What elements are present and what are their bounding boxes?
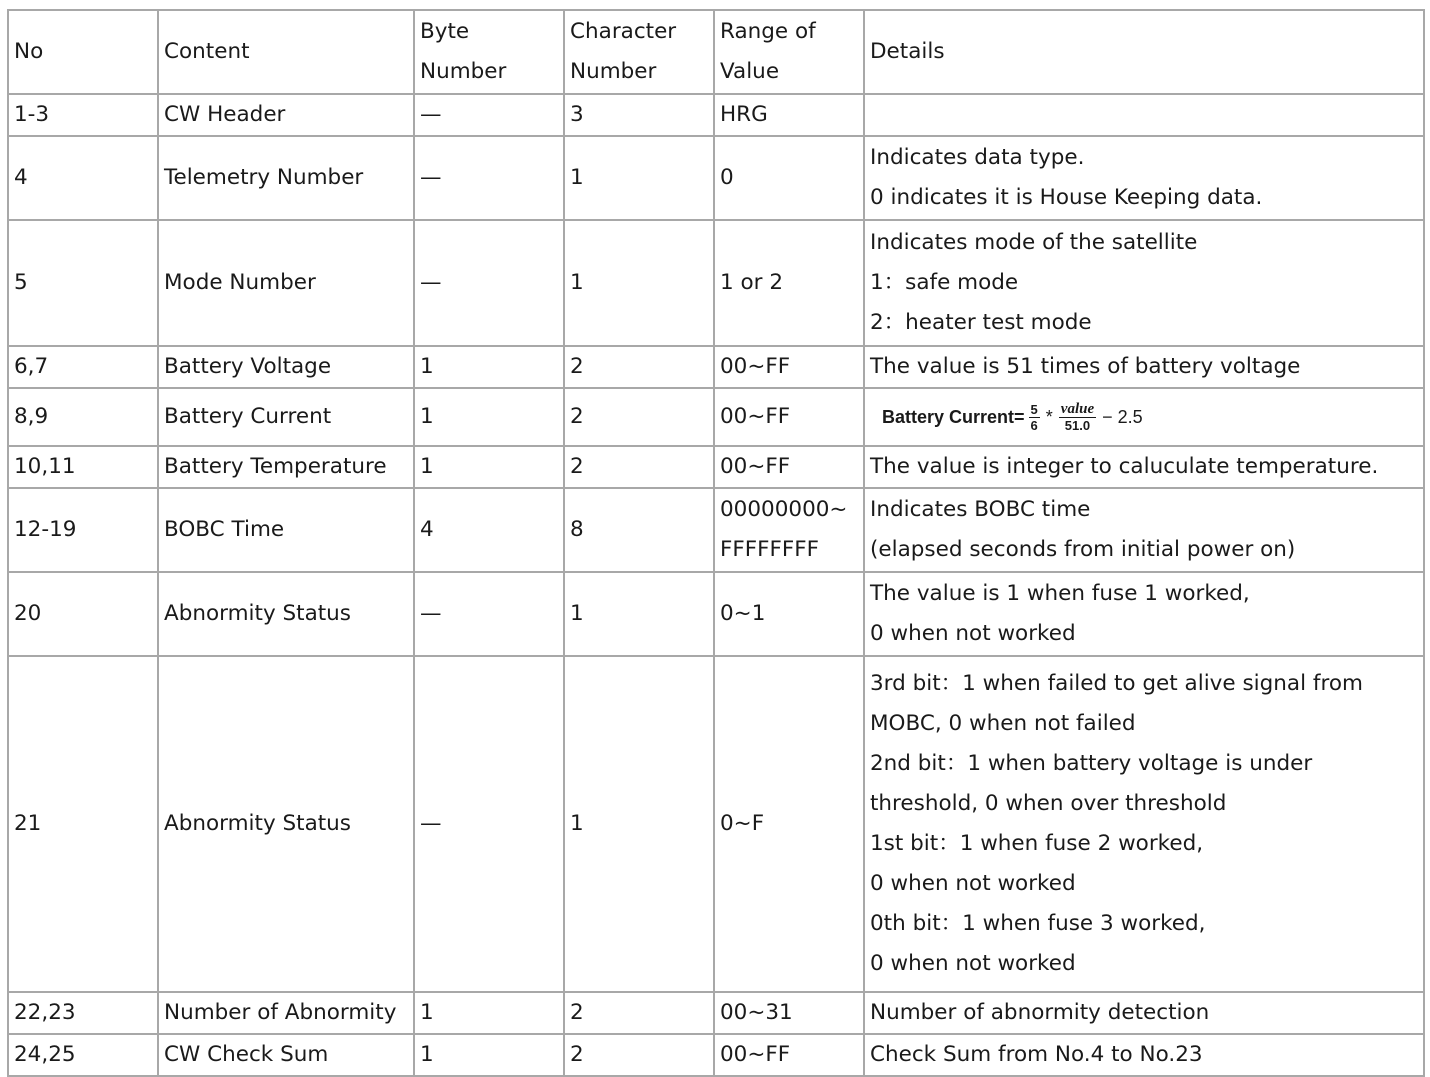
header-label-line: Number <box>570 59 657 84</box>
range-line: 1 or 2 <box>720 270 784 295</box>
table-row <box>8 572 1424 656</box>
header-label-line: Character <box>570 19 677 44</box>
header-label-line: No <box>14 39 44 64</box>
details-line: 1st bit：1 when fuse 2 worked, <box>870 831 1204 856</box>
cell-no-text: 10,11 <box>14 454 76 479</box>
cell-range-of-value <box>714 220 864 346</box>
cell-range-of-value <box>714 572 864 656</box>
telemetry-spec-table <box>7 9 1425 1077</box>
header-details <box>864 10 1424 94</box>
cell-character-number-text: 1 <box>570 165 584 190</box>
cell-details <box>864 220 1424 346</box>
cell-content-text: BOBC Time <box>164 517 285 542</box>
range-line: 00~FF <box>720 404 791 429</box>
details-line: threshold, 0 when over threshold <box>870 791 1227 816</box>
cell-character-number-text: 2 <box>570 404 584 429</box>
cell-range-of-value <box>714 488 864 572</box>
cell-byte-number <box>414 446 564 488</box>
table-row <box>8 346 1424 388</box>
cell-character-number-text: 3 <box>570 102 584 127</box>
details-line: Number of abnormity detection <box>870 1000 1210 1025</box>
details-line: 2：heater test mode <box>870 310 1092 335</box>
cell-byte-number <box>414 136 564 220</box>
header-no <box>8 10 158 94</box>
table-row <box>8 1034 1424 1076</box>
cell-byte-number-text: — <box>420 601 442 626</box>
cell-byte-number <box>414 94 564 136</box>
header-label-line: Details <box>870 39 945 64</box>
cell-byte-number <box>414 346 564 388</box>
cell-content <box>158 656 414 992</box>
cell-character-number <box>564 388 714 446</box>
cell-details <box>864 136 1424 220</box>
cell-details <box>864 572 1424 656</box>
cell-byte-number-text: 1 <box>420 354 434 379</box>
cell-byte-number <box>414 220 564 346</box>
cell-character-number <box>564 572 714 656</box>
cell-range-of-value <box>714 992 864 1034</box>
cell-character-number-text: 8 <box>570 517 584 542</box>
cell-character-number-text: 2 <box>570 454 584 479</box>
cell-character-number-text: 2 <box>570 354 584 379</box>
cell-byte-number <box>414 488 564 572</box>
range-line: 0~F <box>720 811 765 836</box>
cell-no <box>8 572 158 656</box>
details-line: 0 when not worked <box>870 871 1076 896</box>
header-content <box>158 10 414 94</box>
cell-character-number-text: 1 <box>570 811 584 836</box>
header-row <box>8 10 1424 94</box>
cell-content-text: Telemetry Number <box>164 165 364 190</box>
table-row <box>8 220 1424 346</box>
cell-character-number-text: 2 <box>570 1000 584 1025</box>
cell-no-text: 1-3 <box>14 102 50 127</box>
cell-details <box>864 94 1424 136</box>
cell-range-of-value <box>714 656 864 992</box>
cell-character-number <box>564 136 714 220</box>
table-row <box>8 488 1424 572</box>
cell-details <box>864 346 1424 388</box>
cell-content <box>158 346 414 388</box>
cell-character-number <box>564 346 714 388</box>
cell-range-of-value <box>714 94 864 136</box>
header-label-line: Number <box>420 59 507 84</box>
details-line: The value is 1 when fuse 1 worked, <box>870 581 1250 606</box>
table-row <box>8 992 1424 1034</box>
cell-content <box>158 992 414 1034</box>
details-line: 3rd bit：1 when failed to get alive signal from <box>870 671 1363 696</box>
header-label-line: Byte <box>420 19 470 44</box>
cell-content-text: Battery Voltage <box>164 354 332 379</box>
fraction-denominator: 6 <box>1030 417 1038 433</box>
cell-no-text: 4 <box>14 165 28 190</box>
cell-details <box>864 656 1424 992</box>
cell-no-text: 8,9 <box>14 404 49 429</box>
cell-character-number <box>564 488 714 572</box>
cell-byte-number <box>414 1034 564 1076</box>
cell-no <box>8 94 158 136</box>
cell-content <box>158 488 414 572</box>
cell-no <box>8 446 158 488</box>
range-line: FFFFFFFF <box>720 537 819 562</box>
cell-details <box>864 388 1424 446</box>
cell-byte-number-text: — <box>420 811 442 836</box>
cell-range-of-value <box>714 1034 864 1076</box>
cell-byte-number-text: — <box>420 270 442 295</box>
cell-byte-number-text: — <box>420 102 442 127</box>
header-label-line: Content <box>164 39 250 64</box>
cell-content <box>158 220 414 346</box>
cell-byte-number <box>414 388 564 446</box>
cell-no-text: 6,7 <box>14 354 49 379</box>
cell-content <box>158 572 414 656</box>
cell-range-of-value <box>714 136 864 220</box>
range-line: 00~FF <box>720 354 791 379</box>
table-row <box>8 388 1424 446</box>
range-line: 00000000~ <box>720 497 848 522</box>
details-line: Indicates mode of the satellite <box>870 230 1198 255</box>
cell-content <box>158 446 414 488</box>
cell-no <box>8 992 158 1034</box>
cell-content-text: Abnormity Status <box>164 811 352 836</box>
cell-character-number <box>564 656 714 992</box>
cell-content <box>158 1034 414 1076</box>
cell-content-text: Mode Number <box>164 270 316 295</box>
cell-content-text: Abnormity Status <box>164 601 352 626</box>
details-line: Indicates data type. <box>870 145 1085 170</box>
cell-range-of-value <box>714 346 864 388</box>
cell-content-text: Number of Abnormity <box>164 1000 397 1025</box>
cell-content-text: Battery Temperature <box>164 454 387 479</box>
table-body <box>8 94 1424 1076</box>
battery-current-formula <box>882 389 1145 445</box>
details-line: The value is integer to caluculate temperature. <box>870 454 1379 479</box>
cell-byte-number-text: — <box>420 165 442 190</box>
cell-no-text: 12-19 <box>14 517 77 542</box>
range-line: 0 <box>720 165 734 190</box>
cell-details <box>864 1034 1424 1076</box>
cell-no-text: 21 <box>14 811 42 836</box>
cell-character-number-text: 1 <box>570 270 584 295</box>
header-label-line: Value <box>720 59 780 84</box>
header-label-line: Range of <box>720 19 816 44</box>
fraction-denominator: 51.0 <box>1064 417 1091 433</box>
cell-content-text: CW Check Sum <box>164 1042 329 1067</box>
cell-byte-number-text: 1 <box>420 1042 434 1067</box>
cell-no-text: 5 <box>14 270 28 295</box>
details-line: MOBC, 0 when not failed <box>870 711 1136 736</box>
cell-content <box>158 388 414 446</box>
cell-content <box>158 94 414 136</box>
cell-no <box>8 656 158 992</box>
cell-byte-number-text: 1 <box>420 1000 434 1025</box>
cell-content <box>158 136 414 220</box>
formula-tail: − 2.5 <box>1102 406 1143 427</box>
details-line: (elapsed seconds from initial power on) <box>870 537 1296 562</box>
cell-character-number-text: 2 <box>570 1042 584 1067</box>
details-line: 0 indicates it is House Keeping data. <box>870 185 1263 210</box>
header-range-of-value <box>714 10 864 94</box>
cell-no <box>8 136 158 220</box>
fraction-numerator: 5 <box>1030 401 1038 417</box>
cell-no <box>8 220 158 346</box>
details-line: 2nd bit：1 when battery voltage is under <box>870 751 1313 776</box>
details-line: 0 when not worked <box>870 621 1076 646</box>
fraction-numerator: value <box>1060 400 1095 417</box>
cell-no <box>8 488 158 572</box>
cell-no <box>8 1034 158 1076</box>
range-line: 0~1 <box>720 601 766 626</box>
cell-details <box>864 992 1424 1034</box>
cell-range-of-value <box>714 388 864 446</box>
table-row <box>8 446 1424 488</box>
cell-details <box>864 446 1424 488</box>
range-line: HRG <box>720 102 768 127</box>
cell-character-number-text: 1 <box>570 601 584 626</box>
fraction-value-over-51 <box>1059 402 1096 433</box>
range-line: 00~FF <box>720 454 791 479</box>
cell-no <box>8 388 158 446</box>
table-row <box>8 94 1424 136</box>
cell-byte-number-text: 1 <box>420 404 434 429</box>
cell-no-text: 24,25 <box>14 1042 76 1067</box>
cell-byte-number <box>414 572 564 656</box>
header-byte-number <box>414 10 564 94</box>
cell-details <box>864 488 1424 572</box>
header-character-number <box>564 10 714 94</box>
cell-byte-number <box>414 992 564 1034</box>
multiply-operator: * <box>1045 406 1053 427</box>
table-row <box>8 656 1424 992</box>
cell-no-text: 20 <box>14 601 42 626</box>
cell-byte-number-text: 4 <box>420 517 434 542</box>
details-line: The value is 51 times of battery voltage <box>870 354 1301 379</box>
cell-no <box>8 346 158 388</box>
cell-range-of-value <box>714 446 864 488</box>
details-line: 0th bit：1 when fuse 3 worked, <box>870 911 1206 936</box>
details-line: Indicates BOBC time <box>870 497 1091 522</box>
cell-character-number <box>564 1034 714 1076</box>
details-line: 1：safe mode <box>870 270 1019 295</box>
range-line: 00~FF <box>720 1042 791 1067</box>
cell-content-text: CW Header <box>164 102 286 127</box>
cell-character-number <box>564 94 714 136</box>
cell-no-text: 22,23 <box>14 1000 76 1025</box>
cell-byte-number-text: 1 <box>420 454 434 479</box>
details-line: Check Sum from No.4 to No.23 <box>870 1042 1203 1067</box>
cell-character-number <box>564 220 714 346</box>
range-line: 00~31 <box>720 1000 793 1025</box>
fraction-five-sixths <box>1029 402 1040 433</box>
cell-content-text: Battery Current <box>164 404 332 429</box>
table-row <box>8 136 1424 220</box>
cell-character-number <box>564 992 714 1034</box>
formula-label: Battery Current= <box>882 406 1025 427</box>
cell-character-number <box>564 446 714 488</box>
cell-byte-number <box>414 656 564 992</box>
details-line: 0 when not worked <box>870 951 1076 976</box>
